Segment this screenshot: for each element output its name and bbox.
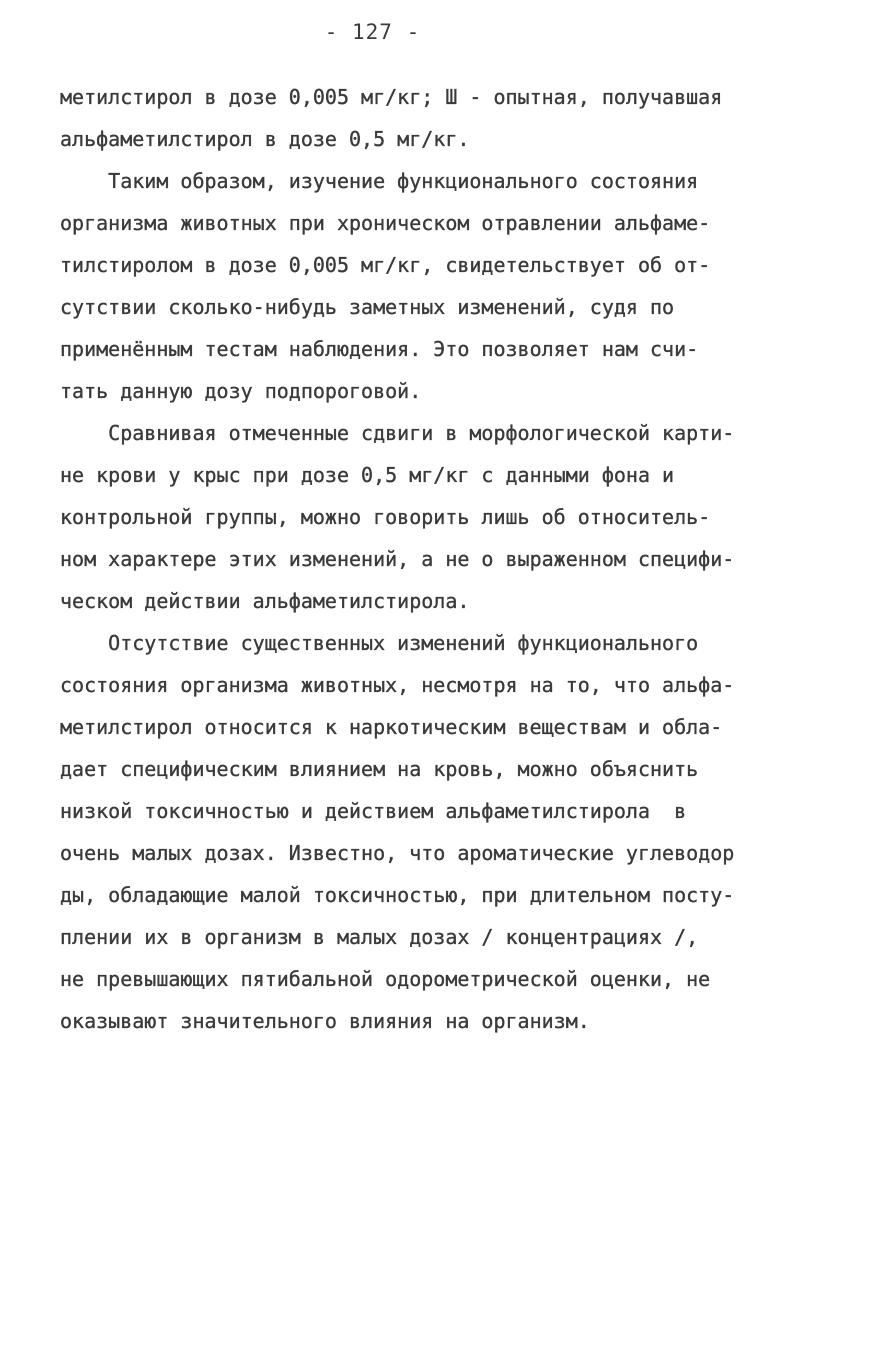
text-line: не крови у крыс при дозе 0,5 мг/кг с данными фона и	[60, 463, 675, 487]
text-line: ном характере этих изменений, а не о выраженном специфи-	[60, 547, 735, 571]
text-line: альфаметилстирол в дозе 0,5 мг/кг.	[60, 127, 470, 151]
text-line: Сравнивая отмеченные сдвиги в морфологической карти-	[60, 421, 735, 445]
text-line: метилстирол в дозе 0,005 мг/кг; Ш - опытная, получавшая	[60, 85, 723, 109]
text-line: сутствии сколько-нибудь заметных изменений, судя по	[60, 295, 675, 319]
text-line: низкой токсичностью и действием альфаметилстирола в	[60, 799, 687, 823]
text-line: метилстирол относится к наркотическим веществам и обла-	[60, 715, 723, 739]
text-line: организма животных при хроническом отравлении альфаме-	[60, 211, 711, 235]
text-line: тилстиролом в дозе 0,005 мг/кг, свидетельствует об от-	[60, 253, 711, 277]
text-line: плении их в организм в малых дозах / концентрациях /,	[60, 925, 699, 949]
text-line: очень малых дозах. Известно, что ароматические углеводор	[60, 841, 735, 865]
text-line: контрольной группы, можно говорить лишь об относитель-	[60, 505, 711, 529]
text-line: не превышающих пятибальной одорометрической оценки, не	[60, 967, 711, 991]
text-line: оказывают значительного влияния на организм.	[60, 1009, 590, 1033]
text-line: Таким образом, изучение функционального состояния	[60, 169, 699, 193]
text-line: дает специфическим влиянием на кровь, можно объяснить	[60, 757, 699, 781]
text-line: Отсутствие существенных изменений функционального	[60, 631, 699, 655]
text-line: состояния организма животных, несмотря на то, что альфа-	[60, 673, 735, 697]
body-text	[60, 76, 860, 1042]
text-line: ческом действии альфаметилстирола.	[60, 589, 470, 613]
text-line: ды, обладающие малой токсичностью, при длительном посту-	[60, 883, 735, 907]
text-line: применённым тестам наблюдения. Это позволяет нам счи-	[60, 337, 699, 361]
page-number: - 127 -	[324, 20, 421, 44]
text-line: тать данную дозу подпороговой.	[60, 379, 422, 403]
